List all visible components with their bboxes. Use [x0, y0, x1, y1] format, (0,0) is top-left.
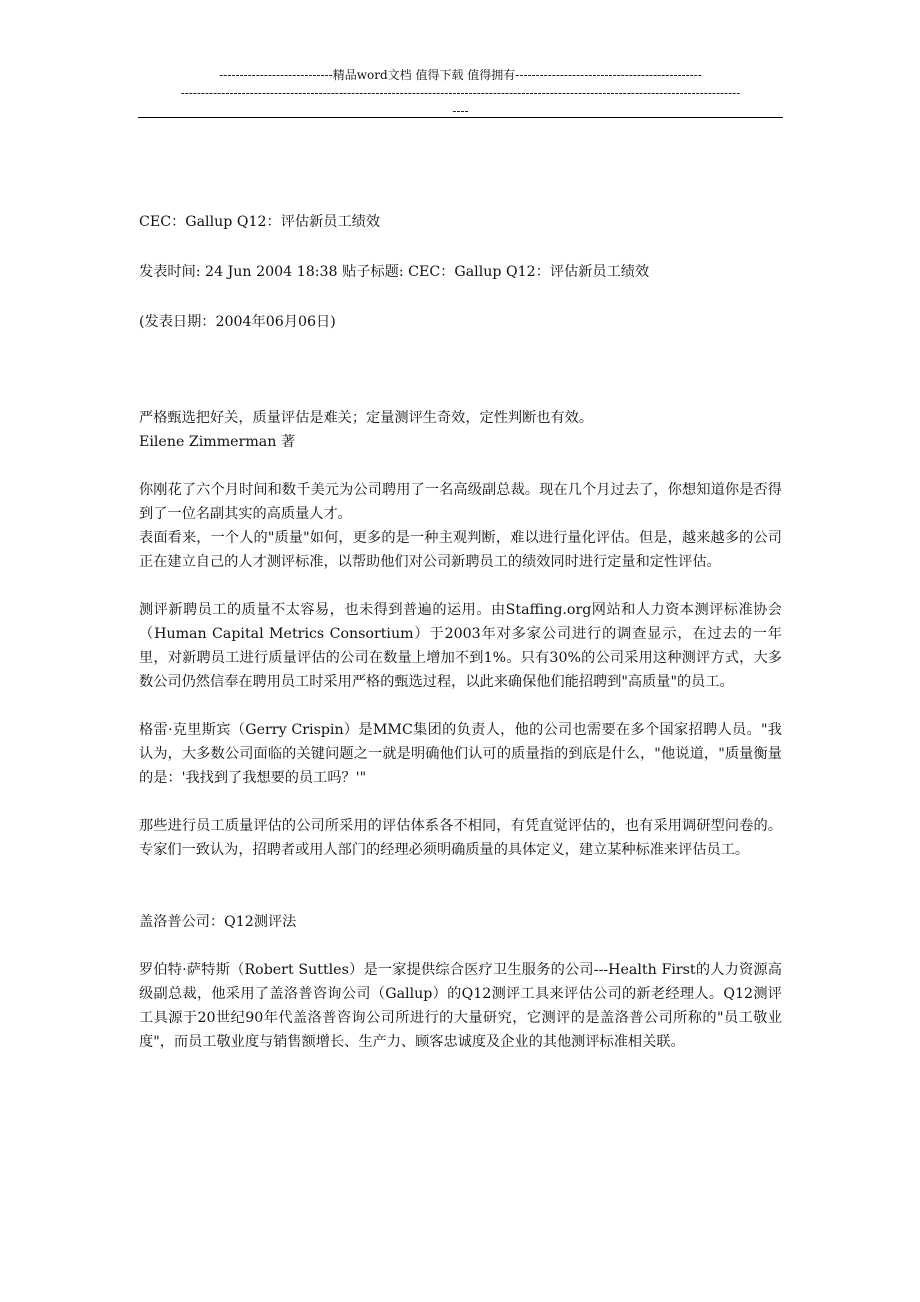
paragraph-4: 格雷·克里斯宾（Gerry Crispin）是MMC集团的负责人，他的公司也需要在多个国家招聘人员。"我认为，大多数公司面临的关键问题之一就是明确他们认可的质量指的到底是什么，"他说道，"质量衡量的是：'我找到了我想要的员工吗？'"	[139, 722, 782, 786]
header-line-2: ------------------------------------------------------------------------------------------------------------------------------------------	[180, 86, 741, 100]
post-date: (发表日期：2004年06月06日)	[139, 314, 336, 330]
paragraph-1: 你刚花了六个月时间和数千美元为公司聘用了一名高级副总裁。现在几个月过去了，你想知道你是否得到了一位名副其实的高质量人才。	[139, 482, 782, 522]
header-line-1: ----------------------------精品word文档 值得下载 值得拥有----------------------------------------------	[219, 68, 702, 82]
paragraph-2: 表面看来，一个人的"质量"如何，更多的是一种主观判断，难以进行量化评估。但是，越来越多的公司正在建立自己的人才测评标准，以帮助他们对公司新聘员工的绩效同时进行定量和定性评估。	[139, 530, 782, 570]
header-line-3: ----	[452, 104, 469, 118]
article-author: Eilene Zimmerman 著	[139, 434, 296, 450]
page-header	[138, 66, 783, 120]
article-body	[139, 210, 782, 1054]
paragraph-3: 测评新聘员工的质量不太容易，也未得到普遍的运用。由Staffing.org网站和人力资本测评标准协会（Human Capital Metrics Consortium）于2003年对多家公司进行的调查显示，在过去的一年里，对新聘员工进行质量评估的公司在数量上增加不到1%。只有30%的公司采用这种测评方式，大多数公司仍然信奉在聘用员工时采用严格的甄选过程，以此来确保他们能招聘到"高质量"的员工。	[139, 602, 782, 690]
article-tagline: 严格甄选把好关，质量评估是难关；定量测评生奇效，定性判断也有效。	[139, 410, 594, 426]
post-meta: 发表时间: 24 Jun 2004 18:38 贴子标题: CEC：Gallup Q12：评估新员工绩效	[139, 264, 650, 280]
article-title: CEC：Gallup Q12：评估新员工绩效	[139, 214, 381, 230]
header-rule	[138, 117, 783, 118]
paragraph-5: 那些进行员工质量评估的公司所采用的评估体系各不相同，有凭直觉评估的，也有采用调研型问卷的。专家们一致认为，招聘者或用人部门的经理必须明确质量的具体定义，建立某种标准来评估员工。	[139, 818, 782, 858]
section-title: 盖洛普公司：Q12测评法	[139, 914, 297, 930]
section-paragraph: 罗伯特·萨特斯（Robert Suttles）是一家提供综合医疗卫生服务的公司---Health First的人力资源高级副总裁，他采用了盖洛普咨询公司（Gallup）的Q12测评工具来评估公司的新老经理人。Q12测评工具源于20世纪90年代盖洛普咨询公司所进行的大量研究，它测评的是盖洛普公司所称的"员工敬业度"，而员工敬业度与销售额增长、生产力、顾客忠诚度及企业的其他测评标准相关联。	[139, 962, 782, 1050]
